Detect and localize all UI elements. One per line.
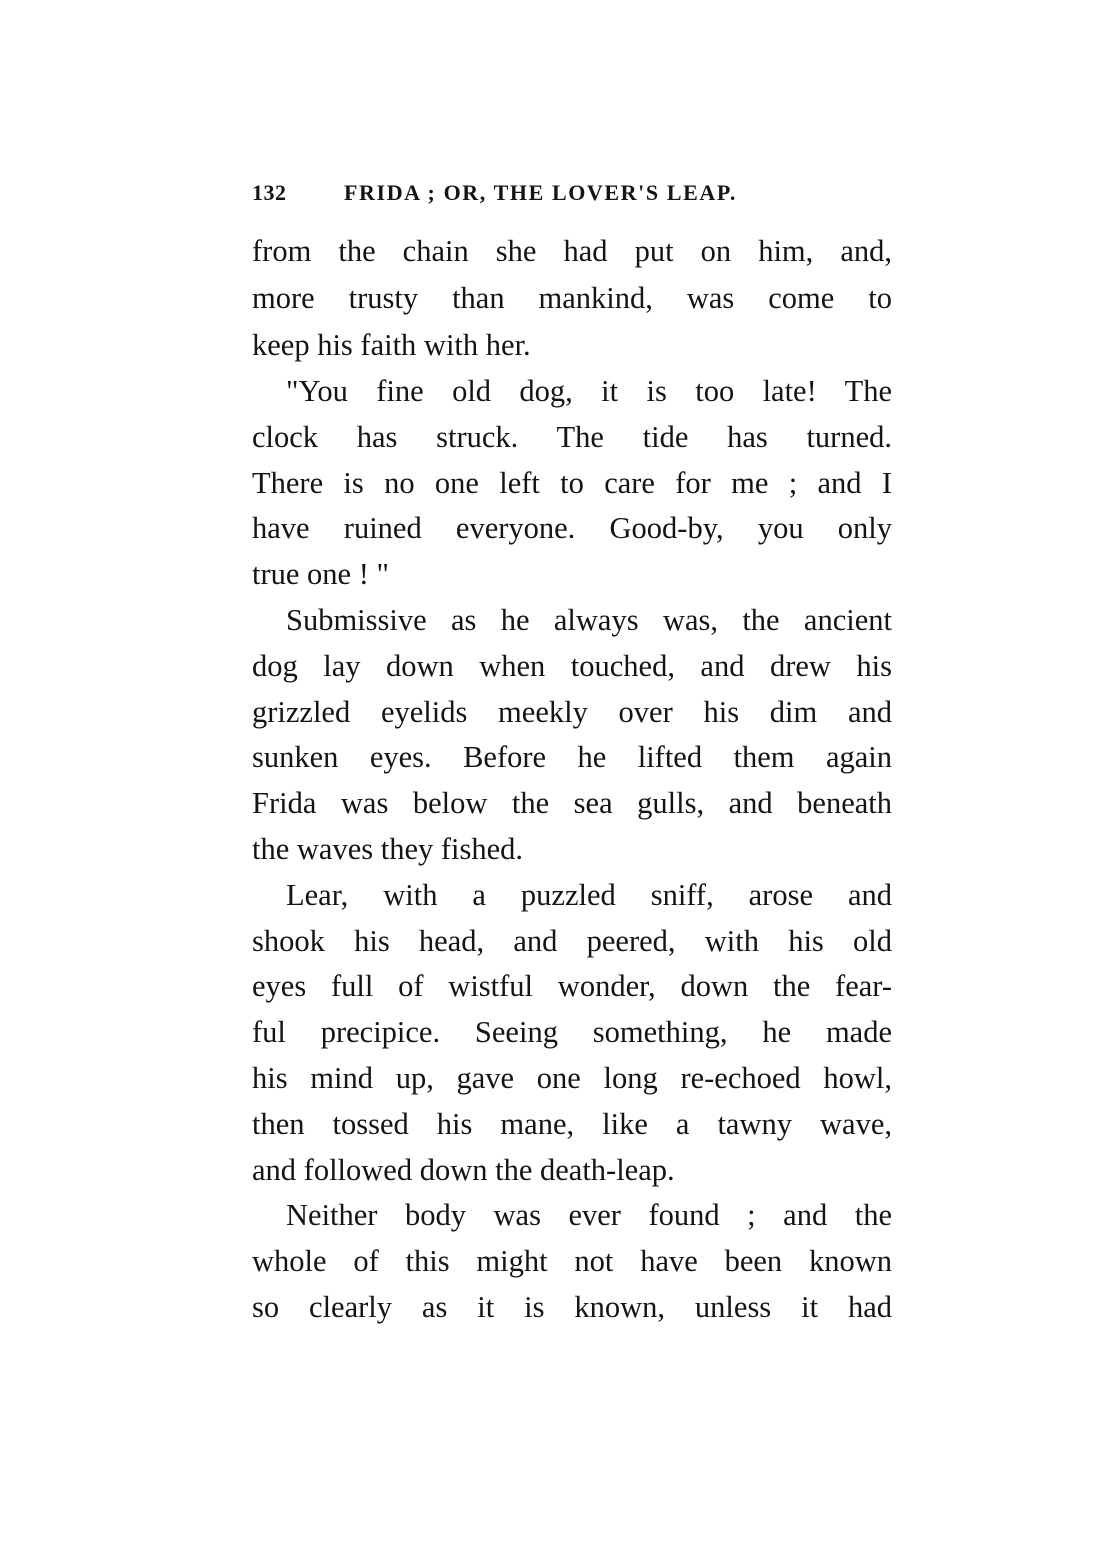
running-header bbox=[252, 178, 852, 208]
text-line: Submissive as he always was, the ancient bbox=[286, 603, 892, 637]
text-line: then tossed his mane, like a tawny wave, bbox=[252, 1107, 892, 1141]
text-line: There is no one left to care for me ; and I bbox=[252, 466, 892, 500]
text-line: whole of this might not have been known bbox=[252, 1244, 892, 1278]
text-line: from the chain she had put on him, and, bbox=[252, 234, 892, 268]
page-number: 132 bbox=[252, 180, 287, 205]
text-line: grizzled eyelids meekly over his dim and bbox=[252, 695, 892, 729]
text-line: Neither body was ever found ; and the bbox=[286, 1198, 892, 1232]
text-line: so clearly as it is known, unless it had bbox=[252, 1290, 892, 1324]
text-line: clock has struck. The tide has turned. bbox=[252, 420, 892, 454]
text-line: "You fine old dog, it is too late! The bbox=[286, 374, 892, 408]
text-line: the waves they fished. bbox=[252, 832, 524, 866]
text-line: have ruined everyone. Good-by, you only bbox=[252, 511, 892, 545]
text-line: Lear, with a puzzled sniff, arose and bbox=[286, 878, 892, 912]
text-line: his mind up, gave one long re-echoed howl, bbox=[252, 1061, 892, 1095]
text-line: keep his faith with her. bbox=[252, 328, 531, 362]
text-line: true one ! " bbox=[252, 557, 389, 591]
running-title: FRIDA ; OR, THE LOVER'S LEAP. bbox=[344, 180, 737, 205]
text-line: Frida was below the sea gulls, and beneath bbox=[252, 786, 892, 820]
text-line: more trusty than mankind, was come to bbox=[252, 281, 892, 315]
text-line: sunken eyes. Before he lifted them again bbox=[252, 740, 892, 774]
text-line: ful precipice. Seeing something, he made bbox=[252, 1015, 892, 1049]
text-line: shook his head, and peered, with his old bbox=[252, 924, 892, 958]
text-line: eyes full of wistful wonder, down the fear- bbox=[252, 969, 892, 1003]
text-line: dog lay down when touched, and drew his bbox=[252, 649, 892, 683]
text-line: and followed down the death-leap. bbox=[252, 1153, 675, 1187]
